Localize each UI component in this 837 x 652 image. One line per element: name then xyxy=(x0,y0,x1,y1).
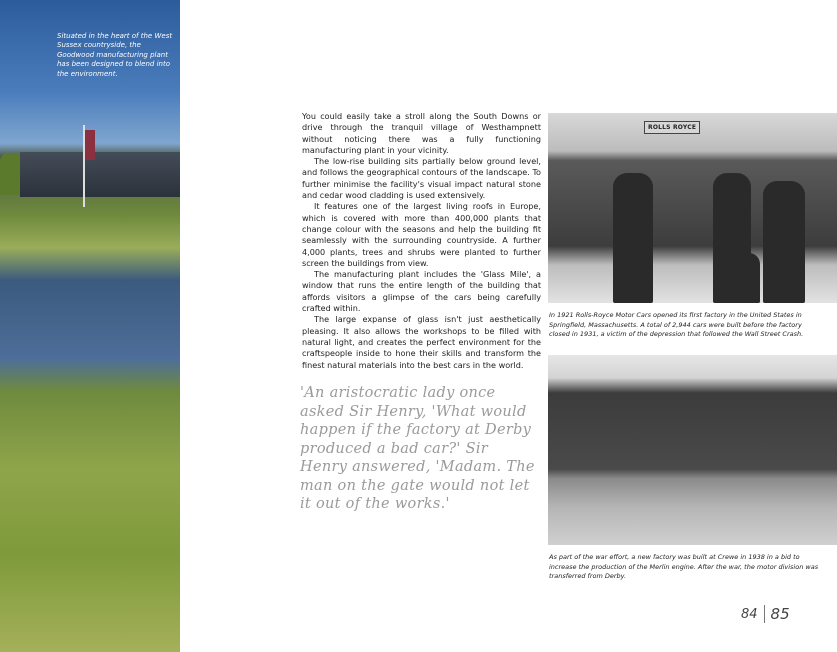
photo2-caption: As part of the war effort, a new factory was built at Crewe in 1938 in a bid to increase the production of the Merlin engine. After the war, the motor division was transferred from Derby. xyxy=(549,553,819,581)
paragraph: The large expanse of glass isn't just aesthetically pleasing. It also allows the workshops to be filled with natural light, and creates the perfect environment for the craftspeople inside to hone their skills and transform the finest natural materials into the best cars in the world. xyxy=(302,314,541,370)
body-text xyxy=(302,111,541,371)
paragraph: You could easily take a stroll along the South Downs or drive through the tranquil village of Westhampnett without noticing there was a fully functioning manufacturing plant in your vicinity. xyxy=(302,111,541,155)
page-number-right: 85 xyxy=(770,605,790,623)
page-number-divider xyxy=(764,605,765,623)
goodwood-building xyxy=(20,152,180,197)
child-figure xyxy=(738,253,760,303)
paragraph: The low-rise building sits partially below ground level, and follows the geographical contours of the landscape. To further minimise the facility's visual impact natural stone and cedar wood cladding is used extensively. xyxy=(302,156,541,201)
man-figure xyxy=(763,181,805,303)
page-numbers xyxy=(741,605,790,623)
pull-quote: 'An aristocratic lady once asked Sir Henry, 'What would happen if the factory at Derby produced a bad car?' Sir Henry answered, 'Madam. The man on the gate would not let it out of the works.' xyxy=(300,385,535,512)
flag xyxy=(85,130,95,160)
springfield-factory-photo xyxy=(548,113,837,303)
page-number-left: 84 xyxy=(741,606,758,622)
man-figure xyxy=(613,173,653,303)
photo1-caption: In 1921 Rolls-Royce Motor Cars opened its first factory in the United States in Springfield, Massachusetts. A total of 2,944 cars were built before the factory closed in 1931, a victim of the depression that followed the Wall Street Crash. xyxy=(549,311,804,339)
left-photo-caption: Situated in the heart of the West Sussex countryside, the Goodwood manufacturing plant has been designed to blend into the environment. xyxy=(57,32,173,78)
paragraph: The manufacturing plant includes the 'Glass Mile', a window that runs the entire length of the building that affords visitors a glimpse of the cars being carefully crafted within. xyxy=(302,269,541,314)
crewe-factory-photo xyxy=(548,355,837,545)
factory-sign: ROLLS ROYCE xyxy=(644,121,700,134)
paragraph: It features one of the largest living roofs in Europe, which is covered with more than 400,000 plants that change colour with the seasons and help the building fit seamlessly with the surrounding countryside. A further 4,000 plants, trees and shrubs were planted to further screen the buildings from view. xyxy=(302,201,541,268)
goodwood-plant-photo xyxy=(0,0,180,652)
